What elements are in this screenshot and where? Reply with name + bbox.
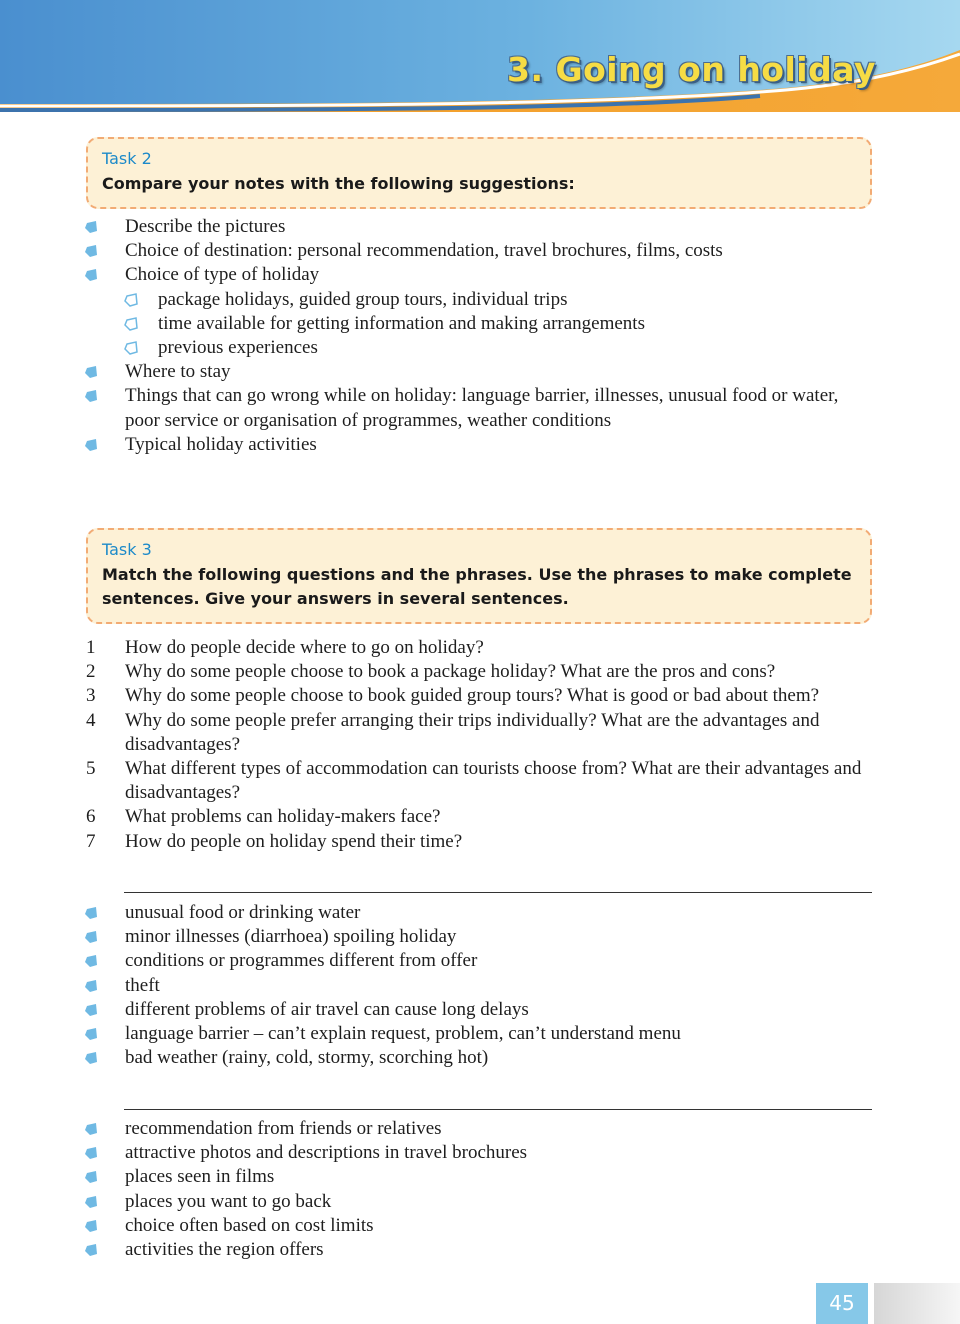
question-text: How do people decide where to go on holiday? xyxy=(125,637,484,658)
task-2-label: Task 2 xyxy=(102,149,152,168)
list-item-text: Choice of type of holiday xyxy=(125,264,320,286)
list-item xyxy=(84,1214,876,1238)
question-text: How do people on holiday spend their time? xyxy=(125,830,463,852)
question-text: Why do some people choose to book a package holiday? What are the pros and cons? xyxy=(125,661,776,683)
list-item xyxy=(84,312,876,336)
list-item-text: Typical holiday activities xyxy=(125,433,317,455)
section-divider xyxy=(124,1109,872,1110)
bullet-icon xyxy=(84,954,98,968)
list-item xyxy=(84,1022,876,1046)
task-2-instruction: Compare your notes with the following suggestions: xyxy=(102,173,575,193)
question-item xyxy=(84,757,876,805)
list-item-text: Describe the pictures xyxy=(125,216,286,237)
question-text: What problems can holiday-makers face? xyxy=(125,806,441,828)
task-3-questions-list xyxy=(84,636,876,854)
hollow-bullet-icon xyxy=(124,293,138,307)
list-item xyxy=(84,384,876,432)
task-2-suggestions-list xyxy=(84,215,876,457)
list-item xyxy=(84,263,876,287)
question-number: 3 xyxy=(86,685,96,707)
list-item xyxy=(84,360,876,384)
hollow-bullet-icon xyxy=(124,341,138,355)
page-number: 45 xyxy=(816,1283,868,1324)
list-item xyxy=(84,1141,876,1165)
question-number: 5 xyxy=(86,758,96,780)
list-item-text: different problems of air travel can cause long delays xyxy=(125,998,529,1020)
list-item-text: Where to stay xyxy=(125,361,231,383)
list-item xyxy=(84,1238,876,1262)
list-item xyxy=(84,336,876,360)
list-item xyxy=(84,1046,876,1070)
list-item-text: places you want to go back xyxy=(125,1190,332,1212)
question-text: Why do some people prefer arranging their trips individually? What are the advantages and disadvantages? xyxy=(125,709,820,755)
list-item-text: time available for getting information and making arrangements xyxy=(158,312,645,334)
list-item xyxy=(84,1165,876,1189)
bullet-icon xyxy=(84,930,98,944)
list-item-text: theft xyxy=(125,974,160,996)
bullet-icon xyxy=(84,389,98,403)
question-number: 7 xyxy=(86,830,96,852)
list-item-text: Things that can go wrong while on holiday: language barrier, illnesses, unusual food or water, poor service or organisation of programmes, weather conditions xyxy=(125,385,839,431)
list-item xyxy=(84,925,876,949)
task-2-box xyxy=(86,137,872,209)
phrases-list-problems xyxy=(84,901,876,1070)
list-item-text: Choice of destination: personal recommendation, travel brochures, films, costs xyxy=(125,240,723,262)
section-divider xyxy=(124,892,872,893)
question-text: Why do some people choose to book guided group tours? What is good or bad about them? xyxy=(125,685,820,707)
list-item-text: previous experiences xyxy=(158,337,318,359)
list-item xyxy=(84,433,876,457)
list-item xyxy=(84,288,876,312)
list-item-text: unusual food or drinking water xyxy=(125,902,361,923)
hollow-bullet-icon xyxy=(124,317,138,331)
bullet-icon xyxy=(84,1195,98,1209)
question-number: 2 xyxy=(86,661,96,683)
bullet-icon xyxy=(84,220,98,234)
bullet-icon xyxy=(84,1219,98,1233)
list-item xyxy=(84,998,876,1022)
list-item-text: package holidays, guided group tours, individual trips xyxy=(158,288,568,310)
bullet-icon xyxy=(84,1243,98,1257)
bullet-icon xyxy=(84,438,98,452)
task-3-instruction: Match the following questions and the phrases. Use the phrases to make complete sentences. Give your answers in several sentences. xyxy=(102,564,852,608)
footer-band xyxy=(874,1283,960,1324)
phrases-list-destinations xyxy=(84,1117,876,1262)
bullet-icon xyxy=(84,1170,98,1184)
question-item xyxy=(84,709,876,757)
question-item xyxy=(84,805,876,829)
list-item-text: choice often based on cost limits xyxy=(125,1214,374,1236)
bullet-icon xyxy=(84,1027,98,1041)
bullet-icon xyxy=(84,906,98,920)
bullet-icon xyxy=(84,979,98,993)
list-item-text: places seen in films xyxy=(125,1166,275,1188)
list-item xyxy=(84,1117,876,1141)
list-item xyxy=(84,949,876,973)
bullet-icon xyxy=(84,365,98,379)
question-item xyxy=(84,660,876,684)
list-item xyxy=(84,215,876,239)
bullet-icon xyxy=(84,244,98,258)
question-text: What different types of accommodation can tourists choose from? What are their advantages and disadvantages? xyxy=(125,758,862,804)
task-3-label: Task 3 xyxy=(102,540,152,559)
question-item xyxy=(84,684,876,708)
page-title: 3. Going on holiday xyxy=(507,50,876,89)
list-item-text: minor illnesses (diarrhoea) spoiling holiday xyxy=(125,926,457,948)
task-3-box xyxy=(86,528,872,624)
list-item xyxy=(84,1190,876,1214)
question-number: 4 xyxy=(86,709,96,731)
question-number: 6 xyxy=(86,806,96,828)
list-item xyxy=(84,974,876,998)
bullet-icon xyxy=(84,1146,98,1160)
question-item xyxy=(84,636,876,660)
bullet-icon xyxy=(84,1122,98,1136)
question-item xyxy=(84,830,876,854)
list-item-text: activities the region offers xyxy=(125,1239,324,1261)
bullet-icon xyxy=(84,268,98,282)
list-item xyxy=(84,901,876,925)
list-item-text: language barrier – can’t explain request, problem, can’t understand menu xyxy=(125,1023,681,1045)
question-number: 1 xyxy=(86,637,96,658)
list-item-text: bad weather (rainy, cold, stormy, scorching hot) xyxy=(125,1047,489,1069)
bullet-icon xyxy=(84,1051,98,1065)
bullet-icon xyxy=(84,1003,98,1017)
list-item-text: attractive photos and descriptions in travel brochures xyxy=(125,1142,528,1164)
header-banner xyxy=(0,0,960,116)
list-item-text: recommendation from friends or relatives xyxy=(125,1118,442,1139)
list-item-text: conditions or programmes different from offer xyxy=(125,950,478,972)
list-item xyxy=(84,239,876,263)
